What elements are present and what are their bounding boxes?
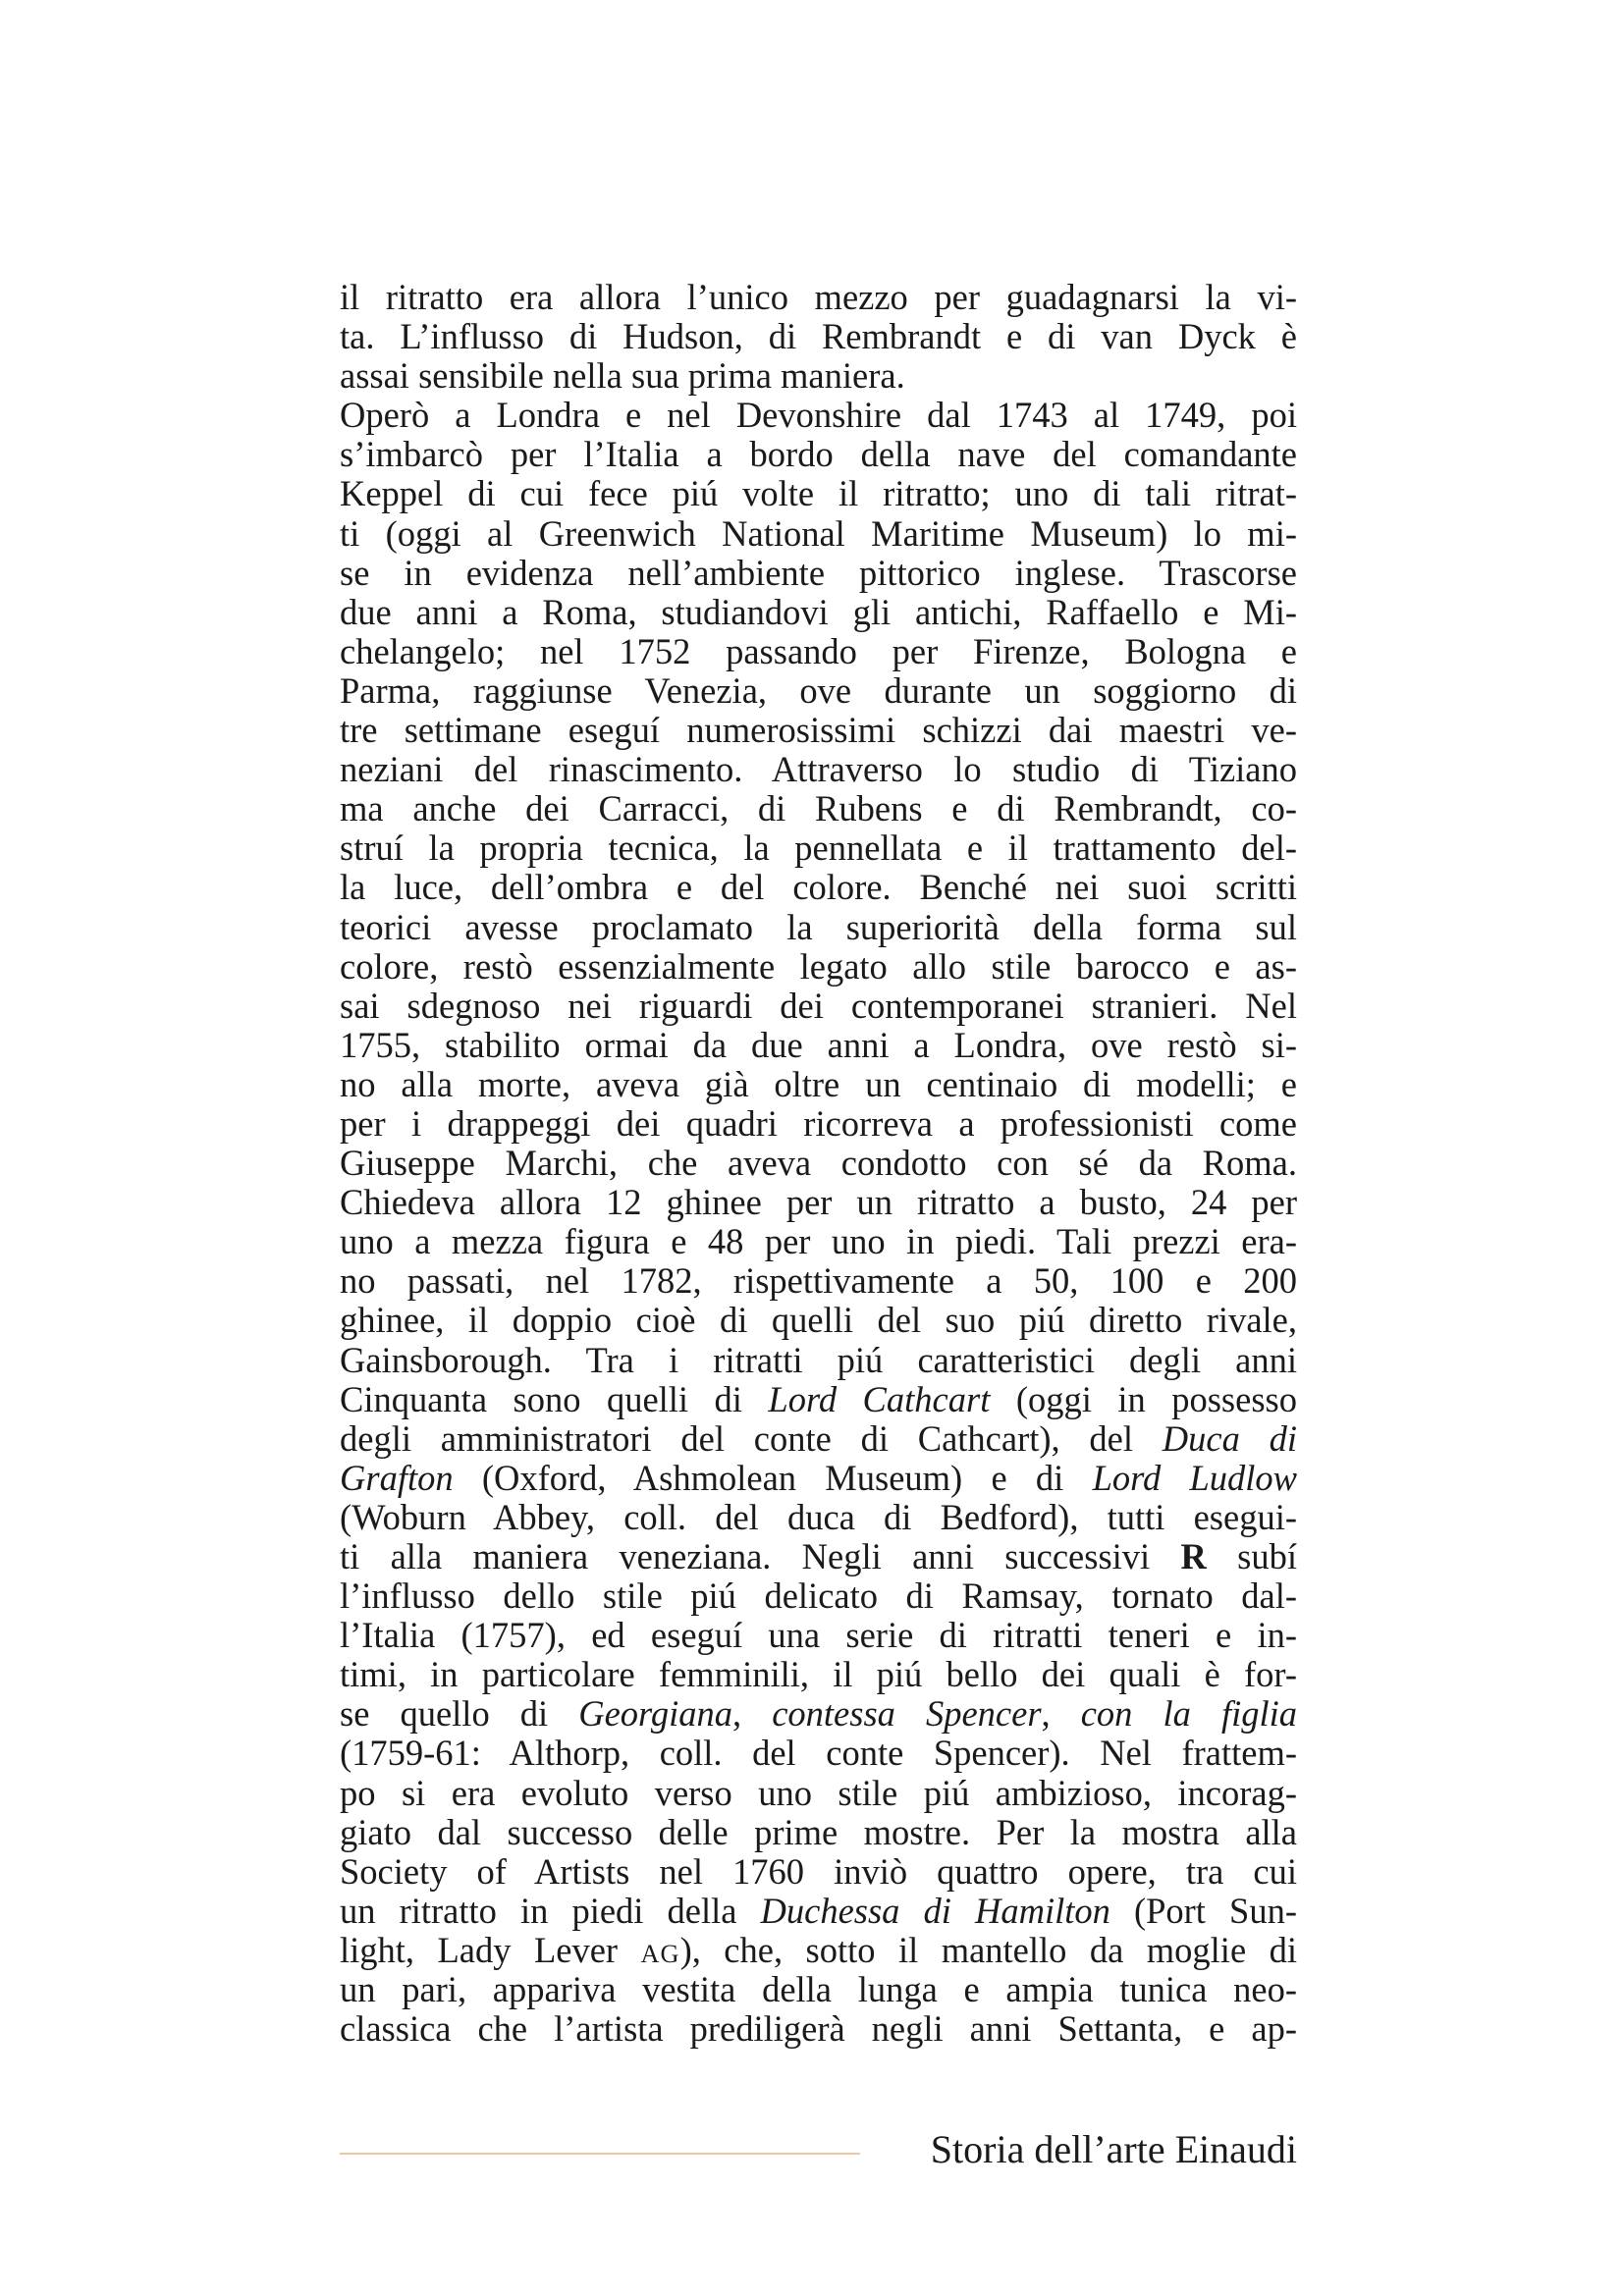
text-line bbox=[340, 671, 1297, 711]
text-line bbox=[340, 1380, 1297, 1419]
text-segment: (Woburn Abbey, coll. del duca di Bedford), tutti esegui- bbox=[340, 1496, 1297, 1537]
text-line bbox=[340, 1813, 1297, 1852]
text-segment: Society of Artists nel 1760 inviò quattro opere, tra cui bbox=[340, 1850, 1297, 1892]
text-line bbox=[340, 1774, 1297, 1813]
text-segment: ma anche dei Carracci, di Rubens e di Rembrandt, co- bbox=[340, 788, 1297, 829]
text-line bbox=[340, 1694, 1297, 1734]
text-line bbox=[340, 868, 1297, 907]
text-line bbox=[340, 514, 1297, 554]
text-segment: se in evidenza nell’ambiente pittorico inglese. Trascorse bbox=[340, 552, 1297, 593]
text-segment: light, Lady Lever bbox=[340, 1929, 641, 1970]
text-segment: , bbox=[732, 1693, 773, 1735]
italic-title: Grafton bbox=[340, 1457, 454, 1498]
text-segment: (1759-61: Althorp, coll. del conte Spencer). Nel frattem- bbox=[340, 1733, 1297, 1774]
text-line bbox=[340, 1341, 1297, 1380]
text-segment: uno a mezza figura e 48 per uno in piedi. Tali prezzi era- bbox=[340, 1221, 1297, 1262]
text-segment: Keppel di cui fece piú volte il ritratto; uno di tali ritrat- bbox=[340, 473, 1297, 514]
text-segment: subí bbox=[1206, 1536, 1297, 1576]
text-line bbox=[340, 1576, 1297, 1616]
text-line bbox=[340, 356, 1297, 396]
text-segment: l’influsso dello stile piú delicato di Ramsay, tornato dal- bbox=[340, 1575, 1297, 1617]
text-segment: due anni a Roma, studiandovi gli antichi, Raffaello e Mi- bbox=[340, 591, 1297, 632]
text-segment: ta. L’influsso di Hudson, di Rembrandt e di van Dyck è bbox=[340, 316, 1297, 357]
text-segment: 1755, stabilito ormai da due anni a Londra, ove restò si- bbox=[340, 1024, 1297, 1065]
italic-title: contessa Spencer bbox=[772, 1693, 1042, 1735]
text-segment: la luce, dell’ombra e del colore. Benché nei suoi scritti bbox=[340, 867, 1297, 908]
text-line bbox=[340, 1931, 1297, 1970]
text-segment: ti alla maniera veneziana. Negli anni successivi bbox=[340, 1536, 1181, 1576]
text-segment: ghinee, il doppio cioè di quelli del suo piú diretto rivale, bbox=[340, 1300, 1297, 1341]
text-line bbox=[340, 632, 1297, 671]
italic-title: Georgiana bbox=[578, 1693, 733, 1735]
text-segment: classica che l’artista prediligerà negli anni Settanta, e ap- bbox=[340, 2008, 1297, 2050]
footer-rule bbox=[340, 2153, 860, 2155]
footer-title: Storia dell’arte Einaudi bbox=[930, 2127, 1297, 2171]
text-line bbox=[340, 1616, 1297, 1655]
text-line bbox=[340, 1144, 1297, 1183]
text-segment: teorici avesse proclamato la superiorità della forma sul bbox=[340, 906, 1297, 947]
text-segment: il ritratto era allora l’unico mezzo per guadagnarsi la vi- bbox=[340, 277, 1297, 317]
text-line bbox=[340, 278, 1297, 317]
text-segment: s’imbarcò per l’Italia a bordo della nave del comandante bbox=[340, 434, 1297, 475]
text-line bbox=[340, 1183, 1297, 1222]
text-segment: po si era evoluto verso uno stile piú ambizioso, incorag- bbox=[340, 1772, 1297, 1813]
text-segment: ), che, sotto il mantello da moglie di bbox=[679, 1929, 1297, 1970]
text-segment: , bbox=[1041, 1693, 1081, 1735]
text-line bbox=[340, 593, 1297, 632]
text-segment: Operò a Londra e nel Devonshire dal 1743 al 1749, poi bbox=[340, 395, 1297, 436]
text-line bbox=[340, 1459, 1297, 1498]
text-line bbox=[340, 435, 1297, 474]
text-segment: ti (oggi al Greenwich National Maritime Museum) lo mi- bbox=[340, 512, 1297, 554]
text-line bbox=[340, 1537, 1297, 1576]
text-line bbox=[340, 987, 1297, 1026]
italic-title: Lord Cathcart bbox=[768, 1378, 991, 1419]
italic-title: Duca di bbox=[1162, 1417, 1297, 1459]
text-segment: un pari, appariva vestita della lunga e ampia tunica neo- bbox=[340, 1969, 1297, 2010]
text-segment: sai sdegnoso nei riguardi dei contemporanei stranieri. Nel bbox=[340, 985, 1297, 1026]
text-segment: Cinquanta sono quelli di bbox=[340, 1378, 769, 1419]
text-segment: giato dal successo delle prime mostre. Per la mostra alla bbox=[340, 1811, 1297, 1852]
text-line bbox=[340, 1892, 1297, 1931]
text-line bbox=[340, 1655, 1297, 1694]
text-line bbox=[340, 317, 1297, 356]
text-segment: se quello di bbox=[340, 1693, 579, 1735]
bold-initial: R bbox=[1180, 1536, 1207, 1576]
body-text bbox=[340, 278, 1297, 2049]
text-segment: colore, restò essenzialmente legato allo stile barocco e as- bbox=[340, 945, 1297, 987]
text-line bbox=[340, 1852, 1297, 1892]
small-caps-abbr: AG bbox=[640, 1939, 680, 1968]
text-line bbox=[340, 1970, 1297, 2009]
text-segment: (Port Sun- bbox=[1109, 1890, 1297, 1931]
text-segment: Parma, raggiunse Venezia, ove durante un soggiorno di bbox=[340, 669, 1297, 711]
text-line bbox=[340, 750, 1297, 789]
text-line bbox=[340, 396, 1297, 435]
text-segment: neziani del rinascimento. Attraverso lo studio di Tiziano bbox=[340, 749, 1297, 790]
text-segment: no passati, nel 1782, rispettivamente a 50, 100 e 200 bbox=[340, 1260, 1297, 1302]
text-segment: no alla morte, aveva già oltre un centinaio di modelli; e bbox=[340, 1063, 1297, 1104]
text-line bbox=[340, 1026, 1297, 1065]
text-segment: Giuseppe Marchi, che aveva condotto con sé da Roma. bbox=[340, 1143, 1297, 1184]
text-line bbox=[340, 474, 1297, 513]
text-line bbox=[340, 789, 1297, 828]
text-segment: tre settimane eseguí numerosissimi schizzi dai maestri ve- bbox=[340, 710, 1297, 751]
text-segment: chelangelo; nel 1752 passando per Firenze, Bologna e bbox=[340, 630, 1297, 671]
text-segment: Chiedeva allora 12 ghinee per un ritratto a busto, 24 per bbox=[340, 1182, 1297, 1223]
text-segment: (oggi in possesso bbox=[990, 1378, 1297, 1419]
text-line bbox=[340, 1419, 1297, 1459]
text-line bbox=[340, 1734, 1297, 1773]
text-line bbox=[340, 828, 1297, 868]
text-segment: struí la propria tecnica, la pennellata e il trattamento del- bbox=[340, 828, 1297, 869]
text-line bbox=[340, 2009, 1297, 2049]
text-line bbox=[340, 1104, 1297, 1144]
italic-title: con la figlia bbox=[1080, 1693, 1298, 1735]
text-line bbox=[340, 554, 1297, 593]
text-line bbox=[340, 947, 1297, 987]
text-segment: Gainsborough. Tra i ritratti piú caratteristici degli anni bbox=[340, 1339, 1297, 1380]
italic-title: Duchessa di Hamilton bbox=[760, 1890, 1110, 1931]
text-line bbox=[340, 711, 1297, 750]
text-segment: degli amministratori del conte di Cathcart), del bbox=[340, 1417, 1163, 1459]
text-segment: per i drappeggi dei quadri ricorreva a professionisti come bbox=[340, 1102, 1297, 1144]
text-line bbox=[340, 908, 1297, 947]
text-line bbox=[340, 1065, 1297, 1104]
text-segment: un ritratto in piedi della bbox=[340, 1890, 761, 1931]
text-segment: (Oxford, Ashmolean Museum) e di bbox=[453, 1457, 1093, 1498]
text-line bbox=[340, 1301, 1297, 1340]
italic-title: Lord Ludlow bbox=[1092, 1457, 1297, 1498]
text-line bbox=[340, 1498, 1297, 1537]
text-segment: assai sensibile nella sua prima maniera. bbox=[340, 355, 905, 397]
text-line bbox=[340, 1261, 1297, 1301]
text-line bbox=[340, 1222, 1297, 1261]
text-segment: l’Italia (1757), ed eseguí una serie di ritratti teneri e in- bbox=[340, 1615, 1297, 1656]
text-segment: timi, in particolare femminili, il piú bello dei quali è for- bbox=[340, 1654, 1297, 1695]
